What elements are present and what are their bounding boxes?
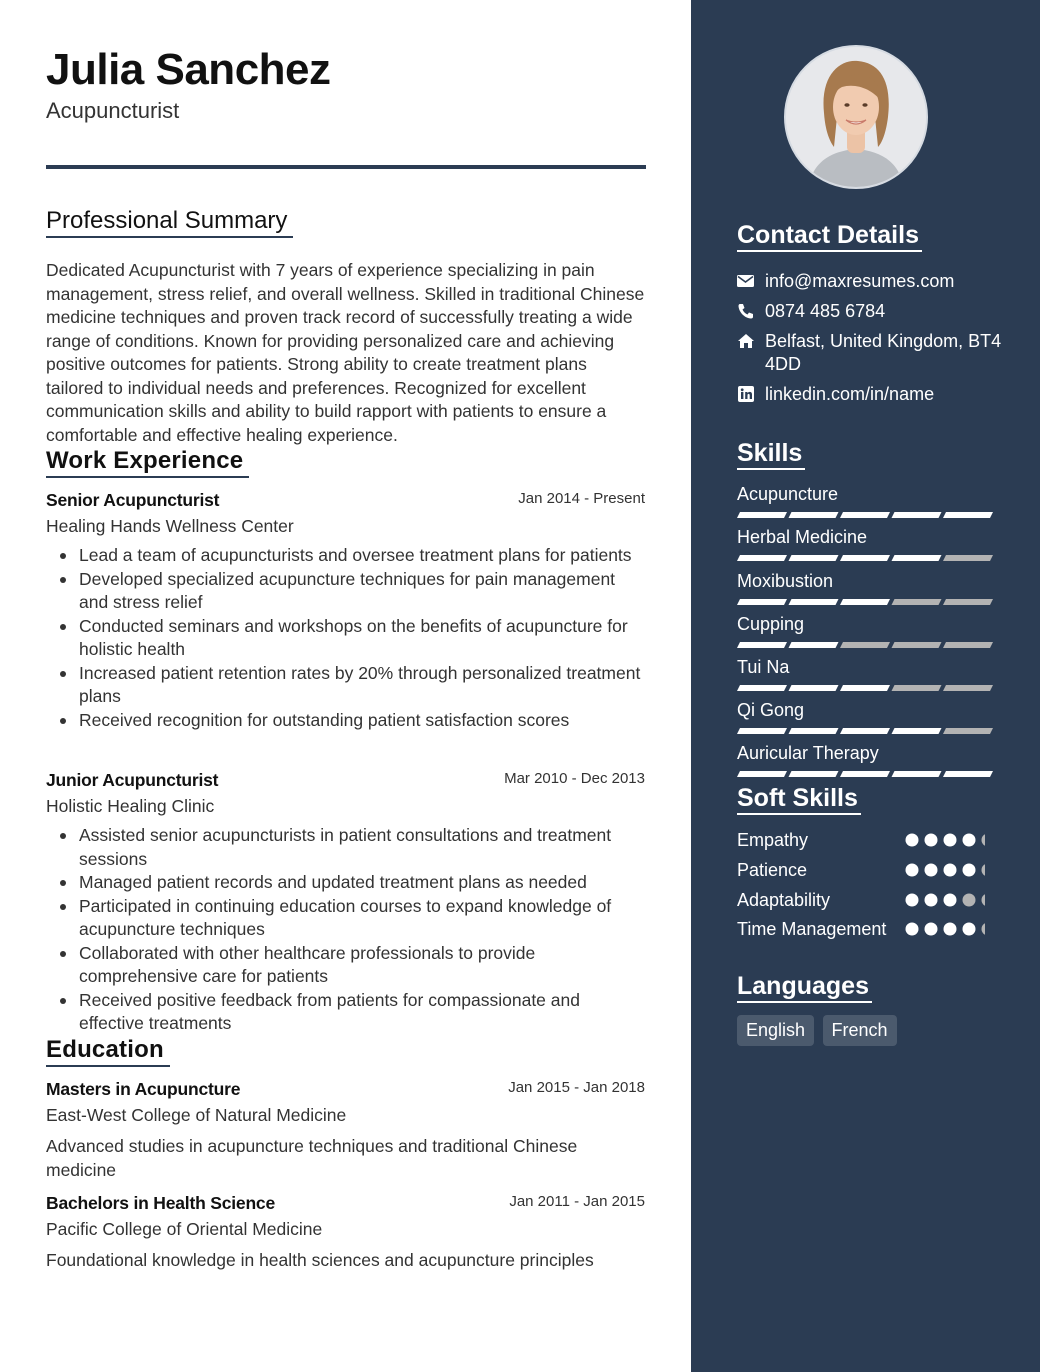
rating-dot-empty xyxy=(982,864,986,877)
degree-description: Foundational knowledge in health sciences and acupuncture principles xyxy=(46,1250,594,1270)
soft-skill-item xyxy=(737,917,997,941)
skill-level-bar xyxy=(737,642,993,648)
skill-segment-empty xyxy=(840,642,890,648)
skill-name: Herbal Medicine xyxy=(737,527,868,547)
skill-segment-empty xyxy=(943,642,993,648)
summary-heading: Professional Summary xyxy=(46,206,293,238)
rating-dot-filled xyxy=(944,894,957,907)
rating-dot-filled xyxy=(906,834,919,847)
rating-dot-empty xyxy=(982,894,986,907)
skill-level-bar xyxy=(737,599,993,605)
contact-phone-text: 0874 485 6784 xyxy=(765,301,886,321)
rating-dot-filled xyxy=(925,834,938,847)
skill-segment-empty xyxy=(943,685,993,691)
skill-segment-filled xyxy=(737,642,787,648)
skill-segment-filled xyxy=(943,512,993,518)
header-divider xyxy=(46,165,646,169)
skill-segment-filled xyxy=(737,555,787,561)
skill-segment-filled xyxy=(943,771,993,777)
rating-dot-filled xyxy=(963,923,976,936)
skill-segment-filled xyxy=(892,728,942,734)
rating-dot-filled xyxy=(944,834,957,847)
skill-name: Auricular Therapy xyxy=(737,743,879,763)
soft-skill-rating xyxy=(905,893,985,907)
skill-segment-filled xyxy=(737,512,787,518)
skill-item xyxy=(737,570,997,592)
skill-segment-filled xyxy=(789,642,839,648)
skill-level-bar xyxy=(737,771,993,777)
skill-item xyxy=(737,526,997,548)
linkedin-icon xyxy=(737,386,755,402)
skill-level-bar xyxy=(737,512,993,518)
job-bullet: Assisted senior acupuncturists in patient consultations and treatment sessions xyxy=(46,824,646,871)
degree-description: Advanced studies in acupuncture techniques and traditional Chinese medicine xyxy=(46,1136,578,1180)
job-bullet: Received positive feedback from patients for compassionate and effective treatments xyxy=(46,989,646,1036)
job-entry xyxy=(46,490,646,732)
language-list xyxy=(737,1015,901,1046)
rating-dot-filled xyxy=(925,923,938,936)
education-entry xyxy=(46,1079,646,1182)
soft-skill-name: Empathy xyxy=(737,830,809,850)
degree-date: Jan 2015 - Jan 2018 xyxy=(508,1079,645,1096)
skill-level-bar xyxy=(737,728,993,734)
soft-skill-rating xyxy=(905,863,985,877)
soft-skills-heading: Soft Skills xyxy=(737,783,861,815)
job-entry xyxy=(46,770,646,1036)
job-bullet: Developed specialized acupuncture techniques for pain management and stress relief xyxy=(46,568,646,615)
skill-name: Qi Gong xyxy=(737,700,805,720)
skill-item xyxy=(737,483,997,505)
rating-dot-filled xyxy=(963,864,976,877)
job-employer: Holistic Healing Clinic xyxy=(46,796,215,816)
experience-heading: Work Experience xyxy=(46,446,249,478)
job-bullet: Lead a team of acupuncturists and oversee treatment plans for patients xyxy=(46,544,646,568)
job-bullets xyxy=(46,544,646,732)
contact-email xyxy=(737,270,1007,293)
job-bullet: Participated in continuing education courses to expand knowledge of acupuncture techniques xyxy=(46,895,646,942)
job-title: Junior Acupuncturist xyxy=(46,770,219,790)
skill-segment-filled xyxy=(789,599,839,605)
soft-skill-name: Adaptability xyxy=(737,890,831,910)
skill-segment-empty xyxy=(892,642,942,648)
soft-skill-item xyxy=(737,888,997,912)
skill-segment-filled xyxy=(789,555,839,561)
skill-segment-filled xyxy=(737,599,787,605)
contact-phone xyxy=(737,300,1007,323)
skill-name: Acupuncture xyxy=(737,484,839,504)
job-bullet: Managed patient records and updated treatment plans as needed xyxy=(46,871,646,895)
job-bullet: Received recognition for outstanding patient satisfaction scores xyxy=(46,709,646,733)
skill-segment-filled xyxy=(737,685,787,691)
skill-segment-filled xyxy=(737,771,787,777)
skill-segment-empty xyxy=(892,599,942,605)
rating-dot-filled xyxy=(925,894,938,907)
skill-segment-filled xyxy=(840,771,890,777)
skill-segment-filled xyxy=(789,685,839,691)
skill-segment-filled xyxy=(789,512,839,518)
education-heading: Education xyxy=(46,1035,170,1067)
contact-address-text: Belfast, United Kingdom, BT4 4DD xyxy=(765,331,1002,374)
skill-level-bar xyxy=(737,685,993,691)
contact-linkedin-text: linkedin.com/in/name xyxy=(765,384,935,404)
job-title: Senior Acupuncturist xyxy=(46,490,220,510)
phone-icon xyxy=(737,303,755,319)
skill-segment-filled xyxy=(737,728,787,734)
home-icon xyxy=(737,333,755,349)
school-name: Pacific College of Oriental Medicine xyxy=(46,1219,323,1239)
skill-name: Moxibustion xyxy=(737,571,834,591)
soft-skill-rating xyxy=(905,922,985,936)
rating-dot-filled xyxy=(906,923,919,936)
rating-dot-empty xyxy=(982,923,986,936)
skill-segment-filled xyxy=(892,771,942,777)
rating-dot-filled xyxy=(963,834,976,847)
language-chip-english: English xyxy=(737,1015,814,1046)
skill-segment-filled xyxy=(892,512,942,518)
candidate-name: Julia Sanchez xyxy=(46,45,331,94)
skill-level-bar xyxy=(737,555,993,561)
job-bullet: Conducted seminars and workshops on the benefits of acupuncture for holistic health xyxy=(46,615,646,662)
summary-text: Dedicated Acupuncturist with 7 years of experience specializing in pain management, stress relief, and overall wellness. Skilled in traditional Chinese medicine techniques and proven track record of successfully treating a wide range of conditions. Known for providing personalized care and achieving positive outcomes for patients. Strong ability to create treatment plans tailored to individual needs and preferences. Recognized for excellent communication skills and ability to build rapport with patients to ensure a comfortable and effective healing experience. xyxy=(46,260,645,445)
degree-date: Jan 2011 - Jan 2015 xyxy=(509,1193,645,1210)
job-date: Mar 2010 - Dec 2013 xyxy=(504,770,645,787)
skill-segment-filled xyxy=(840,555,890,561)
degree-title: Masters in Acupuncture xyxy=(46,1079,241,1099)
skill-segment-empty xyxy=(943,555,993,561)
degree-title: Bachelors in Health Science xyxy=(46,1193,275,1213)
rating-dot-filled xyxy=(944,923,957,936)
school-name: East-West College of Natural Medicine xyxy=(46,1105,347,1125)
soft-skill-name: Time Management xyxy=(737,919,887,939)
skill-segment-filled xyxy=(840,599,890,605)
rating-dot-filled xyxy=(944,864,957,877)
job-date: Jan 2014 - Present xyxy=(518,490,645,507)
skill-item xyxy=(737,699,997,721)
contact-email-text: info@maxresumes.com xyxy=(765,271,955,291)
contact-address xyxy=(737,330,1007,376)
job-bullet: Increased patient retention rates by 20% through personalized treatment plans xyxy=(46,662,646,709)
rating-dot-empty xyxy=(963,894,976,907)
soft-skill-item xyxy=(737,828,997,852)
portrait-illustration xyxy=(786,47,926,187)
skill-item xyxy=(737,613,997,635)
skill-segment-filled xyxy=(840,728,890,734)
rating-dot-empty xyxy=(982,834,986,847)
soft-skill-rating xyxy=(905,833,985,847)
skill-segment-empty xyxy=(892,685,942,691)
skill-segment-filled xyxy=(840,512,890,518)
rating-dot-filled xyxy=(906,894,919,907)
language-chip-french: French xyxy=(823,1015,897,1046)
skill-segment-filled xyxy=(840,685,890,691)
soft-skill-name: Patience xyxy=(737,860,808,880)
languages-heading: Languages xyxy=(737,971,872,1003)
contact-heading: Contact Details xyxy=(737,220,922,252)
rating-dot-filled xyxy=(925,864,938,877)
job-bullets xyxy=(46,824,646,1036)
skill-segment-filled xyxy=(789,728,839,734)
skill-segment-filled xyxy=(892,555,942,561)
skill-item xyxy=(737,742,997,764)
skills-heading: Skills xyxy=(737,438,805,470)
job-employer: Healing Hands Wellness Center xyxy=(46,516,294,536)
skill-segment-empty xyxy=(943,599,993,605)
rating-dot-filled xyxy=(906,864,919,877)
skill-name: Cupping xyxy=(737,614,805,634)
envelope-icon xyxy=(737,273,755,289)
soft-skill-item xyxy=(737,858,997,882)
skill-segment-empty xyxy=(943,728,993,734)
job-bullet: Collaborated with other healthcare professionals to provide comprehensive care for patients xyxy=(46,942,646,989)
education-entry xyxy=(46,1193,646,1273)
skill-item xyxy=(737,656,997,678)
profile-photo xyxy=(784,45,928,189)
skill-segment-filled xyxy=(789,771,839,777)
candidate-role: Acupuncturist xyxy=(46,98,180,123)
contact-linkedin xyxy=(737,383,1007,406)
skill-name: Tui Na xyxy=(737,657,790,677)
